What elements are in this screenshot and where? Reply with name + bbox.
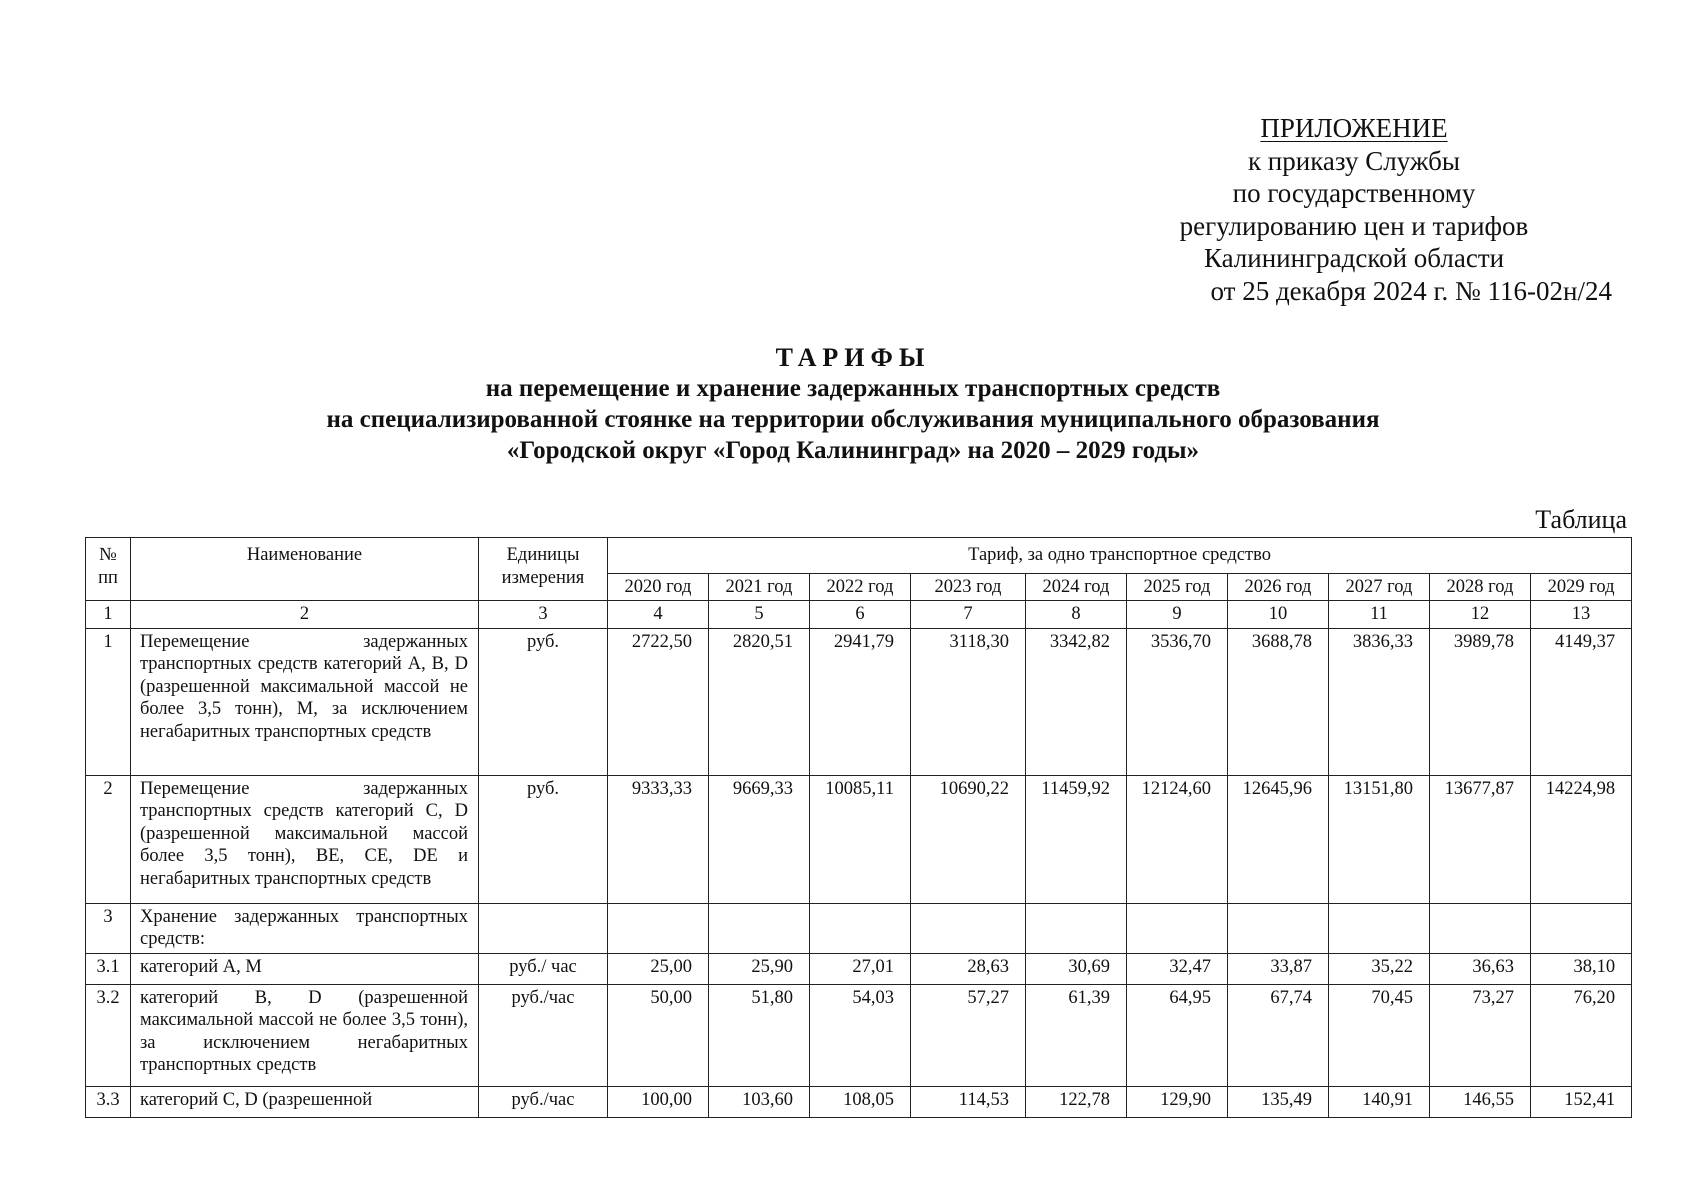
tariff-value: 32,47 [1127,953,1228,984]
column-index: 4 [608,601,709,629]
tariff-value [709,903,810,953]
tariff-value: 108,05 [810,1086,911,1117]
tariff-value [1329,903,1430,953]
tariff-value: 122,78 [1026,1086,1127,1117]
column-index: 12 [1430,601,1531,629]
title-line: на специализированной стоянке на территории обслуживания муниципального образования [326,406,1380,433]
row-name: категорий А, М [131,953,479,984]
title-heading: ТАРИФЫ [775,343,931,372]
tariff-value: 103,60 [709,1086,810,1117]
header-year: 2029 год [1531,573,1632,601]
tariff-value: 140,91 [1329,1086,1430,1117]
table-row [86,984,1632,1086]
tariff-value [911,903,1026,953]
tariff-value [1127,903,1228,953]
tariff-value: 14224,98 [1531,775,1632,903]
header-unit: Единицы измерения [479,538,608,601]
tariff-value: 70,45 [1329,984,1430,1086]
tariff-value [608,903,709,953]
row-number: 1 [86,628,131,775]
tariff-value: 2722,50 [608,628,709,775]
document-title [80,342,1626,466]
tariff-value: 27,01 [810,953,911,984]
header-year: 2026 год [1228,573,1329,601]
appendix-order-date: от 25 декабря 2024 г. № 116-02н/24 [1210,275,1612,306]
header-year: 2021 год [709,573,810,601]
tariff-value: 30,69 [1026,953,1127,984]
row-number: 3 [86,903,131,953]
appendix-line: по государственному [1232,178,1476,208]
column-index: 2 [131,601,479,629]
tariff-value: 114,53 [911,1086,1026,1117]
row-number: 3.2 [86,984,131,1086]
row-unit [479,903,608,953]
row-name: категорий В, D (разрешенной максимальной массой не более 3,5 тонн), за исключением негабаритных транспортных средств [131,984,479,1086]
table-header-row [86,538,1632,574]
tariff-value: 3989,78 [1430,628,1531,775]
table-label: Таблица [1535,505,1627,534]
tariff-value: 61,39 [1026,984,1127,1086]
header-name: Наименование [131,538,479,601]
header-tariff: Тариф, за одно транспортное средство [608,538,1632,574]
row-number: 2 [86,775,131,903]
row-unit: руб./час [479,984,608,1086]
header-year: 2024 год [1026,573,1127,601]
title-line: на перемещение и хранение задержанных транспортных средств [485,375,1221,402]
tariff-value: 10690,22 [911,775,1026,903]
tariff-value: 51,80 [709,984,810,1086]
tariff-value: 25,90 [709,953,810,984]
tariff-value: 13151,80 [1329,775,1430,903]
table-row [86,628,1632,775]
appendix-title: ПРИЛОЖЕНИЕ [1260,113,1448,143]
tariff-value: 36,63 [1430,953,1531,984]
row-unit: руб./час [479,1086,608,1117]
row-unit: руб./ час [479,953,608,984]
tariff-value [1026,903,1127,953]
appendix-line: к приказу Службы [1247,145,1461,176]
table-row [86,1086,1632,1117]
tariff-value [810,903,911,953]
column-index: 13 [1531,601,1632,629]
column-index: 5 [709,601,810,629]
tariff-value: 129,90 [1127,1086,1228,1117]
column-index: 8 [1026,601,1127,629]
row-number: 3.1 [86,953,131,984]
tariff-value: 2941,79 [810,628,911,775]
row-name: Хранение задержанных транспортных средств: [131,903,479,953]
tariff-value: 152,41 [1531,1086,1632,1117]
tariff-value: 9669,33 [709,775,810,903]
tariff-value: 3118,30 [911,628,1026,775]
header-year: 2027 год [1329,573,1430,601]
column-index: 10 [1228,601,1329,629]
column-index: 9 [1127,601,1228,629]
row-name: категорий С, D (разрешенной [131,1086,479,1117]
table-row [86,775,1632,903]
tariff-value: 11459,92 [1026,775,1127,903]
tariff-value: 135,49 [1228,1086,1329,1117]
header-year: 2022 год [810,573,911,601]
tariff-value: 3342,82 [1026,628,1127,775]
tariff-value: 73,27 [1430,984,1531,1086]
tariff-value: 57,27 [911,984,1026,1086]
tariff-value: 146,55 [1430,1086,1531,1117]
row-name: Перемещение задержанных транспортных средств категорий С, D (разрешенной максимальной массой более 3,5 тонн), ВЕ, СЕ, DE и негабаритных транспортных средств [131,775,479,903]
title-line: «Городской округ «Город Калининград» на 2020 – 2029 годы» [506,437,1200,464]
column-index: 3 [479,601,608,629]
tariff-value: 28,63 [911,953,1026,984]
header-year: 2020 год [608,573,709,601]
row-unit: руб. [479,775,608,903]
column-index: 6 [810,601,911,629]
tariffs-table [85,537,1632,1118]
tariff-value [1228,903,1329,953]
tariff-value: 13677,87 [1430,775,1531,903]
row-name: Перемещение задержанных транспортных средств категорий А, В, D (разрешенной максимальной массой не более 3,5 тонн), М, за исключением негабаритных транспортных средств [131,628,479,775]
tariff-value [1430,903,1531,953]
tariff-value: 54,03 [810,984,911,1086]
tariff-value: 35,22 [1329,953,1430,984]
row-unit: руб. [479,628,608,775]
tariff-value: 3836,33 [1329,628,1430,775]
tariff-value: 10085,11 [810,775,911,903]
tariff-value: 25,00 [608,953,709,984]
tariff-value: 3688,78 [1228,628,1329,775]
table-row [86,903,1632,953]
tariff-value: 38,10 [1531,953,1632,984]
tariff-value: 50,00 [608,984,709,1086]
row-number: 3.3 [86,1086,131,1117]
column-index: 1 [86,601,131,629]
header-year: 2025 год [1127,573,1228,601]
tariff-value: 100,00 [608,1086,709,1117]
column-index-row [86,601,1632,629]
tariff-value: 2820,51 [709,628,810,775]
appendix-block [1094,112,1614,307]
tariff-value: 33,87 [1228,953,1329,984]
header-year: 2023 год [911,573,1026,601]
appendix-line: Калининградской области [1203,243,1505,273]
table-row [86,953,1632,984]
tariff-value: 4149,37 [1531,628,1632,775]
header-num: № пп [86,538,131,601]
appendix-line: регулированию цен и тарифов [1179,210,1529,241]
tariff-value: 12124,60 [1127,775,1228,903]
tariff-value: 76,20 [1531,984,1632,1086]
tariff-value: 67,74 [1228,984,1329,1086]
column-index: 7 [911,601,1026,629]
tariff-value: 3536,70 [1127,628,1228,775]
column-index: 11 [1329,601,1430,629]
header-year: 2028 год [1430,573,1531,601]
tariff-value [1531,903,1632,953]
tariff-value: 9333,33 [608,775,709,903]
tariff-value: 12645,96 [1228,775,1329,903]
tariff-value: 64,95 [1127,984,1228,1086]
